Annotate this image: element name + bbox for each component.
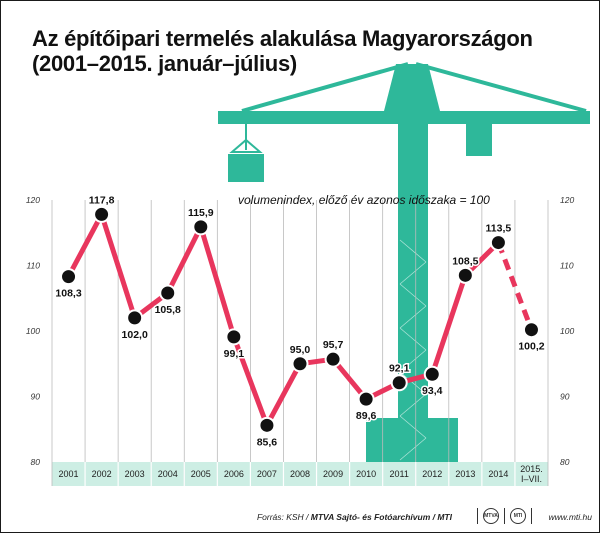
x-tick-label: 2004 xyxy=(157,469,178,479)
title-line-1: Az építőipari termelés alakulása Magyarországon xyxy=(32,26,533,51)
y-tick-label-left: 120 xyxy=(25,195,40,205)
data-label: 108,5 xyxy=(452,255,479,268)
website-link[interactable]: www.mti.hu xyxy=(548,512,592,522)
logo-separator xyxy=(504,508,505,524)
data-label: 115,9 xyxy=(187,206,214,219)
crane-tower-base xyxy=(366,418,458,462)
title-line-2: (2001–2015. január–július) xyxy=(32,51,297,76)
crane-tie-left xyxy=(242,64,408,111)
x-tick-label: 2005 xyxy=(190,469,211,479)
crane-counterweight xyxy=(466,124,492,156)
data-label: 102,0 xyxy=(121,328,148,341)
x-tick-label: 2010 xyxy=(356,469,377,479)
mtva-logo: MTVA xyxy=(483,508,499,524)
data-label: 85,6 xyxy=(256,436,278,449)
y-tick-label-right: 100 xyxy=(560,326,575,336)
data-label: 93,4 xyxy=(422,385,443,398)
crane-bucket xyxy=(228,154,264,182)
data-point xyxy=(491,235,506,250)
logo-group xyxy=(477,508,532,524)
data-point xyxy=(259,418,274,433)
x-tick-label: 2014 xyxy=(488,469,509,479)
mti-logo: MTI xyxy=(510,508,526,524)
data-point xyxy=(226,329,241,344)
crane-tie-right xyxy=(416,64,586,111)
x-tick-label: 2013 xyxy=(455,469,476,479)
data-point xyxy=(127,310,142,325)
x-tick-label: 2009 xyxy=(323,469,344,479)
crane-jib xyxy=(218,111,590,124)
x-tick-label: 2001 xyxy=(58,469,79,479)
data-label: 108,3 xyxy=(55,287,82,300)
data-point xyxy=(425,367,440,382)
y-tick-label-left: 90 xyxy=(30,391,40,402)
data-point xyxy=(326,352,341,367)
y-tick-label-left: 100 xyxy=(25,326,40,336)
data-label: 95,7 xyxy=(322,339,344,352)
y-tick-label-left: 80 xyxy=(30,457,40,467)
y-tick-label-right: 80 xyxy=(560,457,570,467)
source-prefix: Forrás: KSH / xyxy=(256,512,311,522)
data-label: 100,2 xyxy=(518,340,545,353)
x-tick-label: 2011 xyxy=(389,469,409,479)
footer xyxy=(256,508,592,526)
source-credit xyxy=(257,512,452,522)
x-tick-label: 2008 xyxy=(289,469,311,479)
crane-tower-top xyxy=(398,124,428,194)
data-label: 92,1 xyxy=(388,362,410,375)
y-tick-label-left: 110 xyxy=(26,260,40,271)
data-point xyxy=(160,286,175,301)
data-label: 113,5 xyxy=(485,222,512,235)
x-tick-label: 2007 xyxy=(256,469,277,479)
crane-illustration xyxy=(218,64,590,194)
crane-apex xyxy=(384,64,440,111)
x-tick-label: 2003 xyxy=(124,469,145,479)
x-tick-label-part: I–VII. xyxy=(520,474,542,484)
logo-separator xyxy=(477,508,478,524)
data-label: 99,1 xyxy=(223,347,245,360)
data-label: 117,8 xyxy=(88,194,115,207)
data-label: 89,6 xyxy=(355,410,377,423)
data-point xyxy=(94,207,109,222)
chart-subtitle: volumenindex, előző év azonos időszaka = 100 xyxy=(238,193,490,207)
x-tick-label-part: 2015. xyxy=(520,464,543,474)
data-point xyxy=(458,268,473,283)
x-tick-label: 2012 xyxy=(422,469,443,479)
data-point xyxy=(359,392,374,407)
logo-separator xyxy=(531,508,532,524)
data-point xyxy=(61,269,76,284)
x-tick-label: 2002 xyxy=(91,469,112,479)
data-label: 95,0 xyxy=(289,343,311,356)
y-tick-label-right: 90 xyxy=(560,391,570,402)
y-tick-label-right: 110 xyxy=(560,260,574,271)
data-point xyxy=(524,322,539,337)
x-tick-label xyxy=(520,464,543,484)
data-label: 105,8 xyxy=(154,304,181,317)
data-point xyxy=(193,219,208,234)
data-point xyxy=(293,356,308,371)
y-tick-label-right: 120 xyxy=(560,195,575,205)
source-bold: MTVA Sajtó- és Fotóarchívum / MTI xyxy=(310,512,452,522)
data-point xyxy=(392,375,407,390)
x-tick-label: 2006 xyxy=(223,469,244,479)
